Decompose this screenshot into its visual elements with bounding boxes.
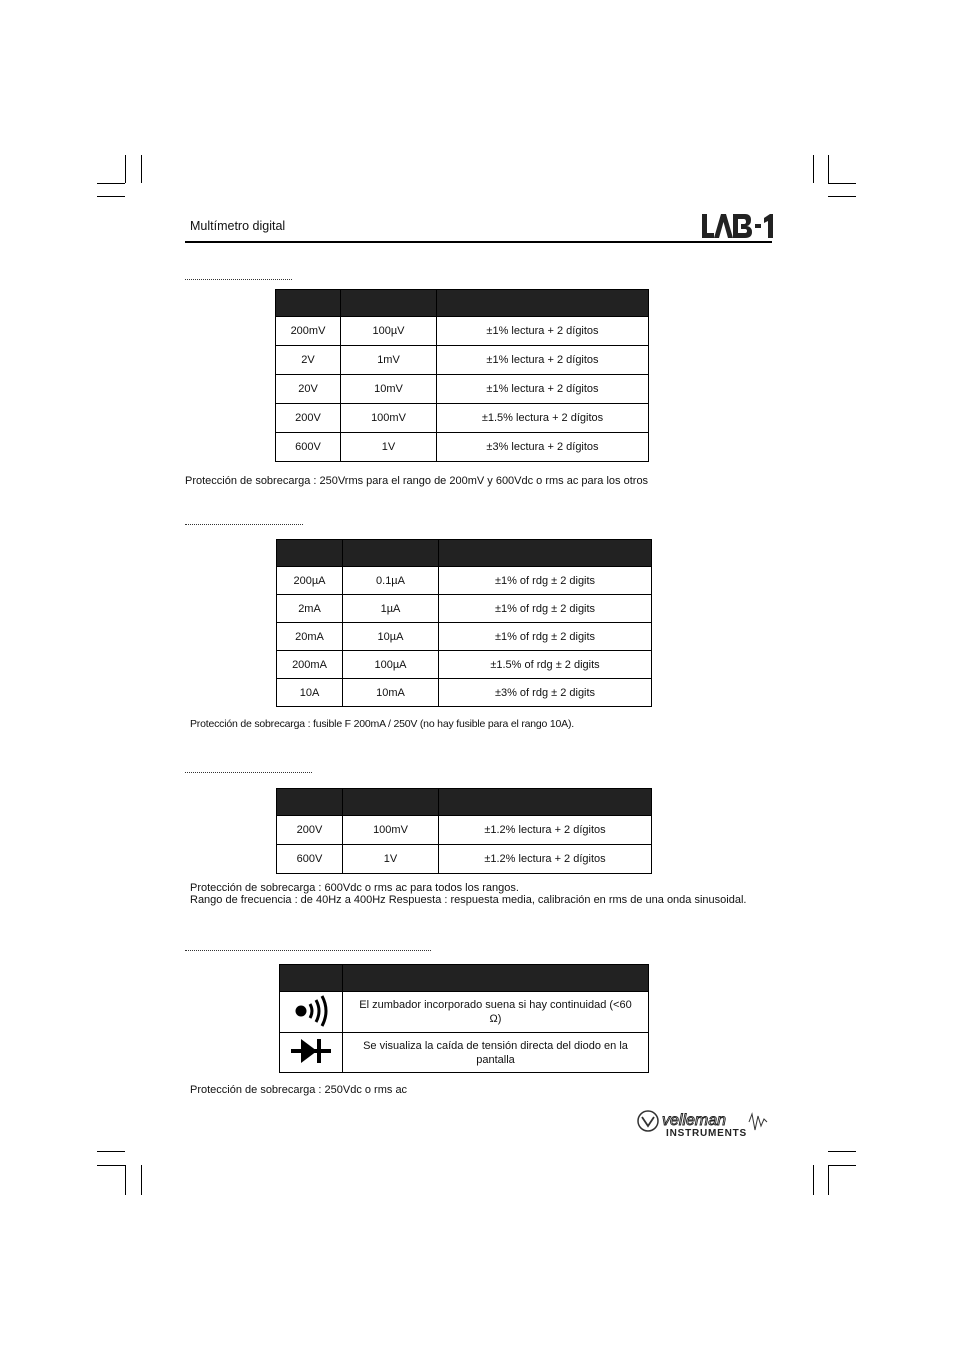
accuracy-cell: ±1.5% of rdg ± 2 digits (439, 651, 652, 679)
range-cell: 600V (276, 433, 341, 462)
table-header-row (280, 965, 649, 992)
column-header (437, 290, 649, 317)
section-heading-rule (185, 950, 431, 951)
accuracy-cell: ±1.2% lectura + 2 dígitos (439, 845, 652, 874)
resolution-cell: 10mA (343, 679, 439, 707)
table-row (276, 375, 649, 404)
resolution-cell: 0.1µA (343, 567, 439, 595)
column-header (343, 965, 649, 992)
section-heading-rule (185, 279, 292, 280)
resolution-cell: 100mV (341, 404, 437, 433)
resolution-cell: 1mV (341, 346, 437, 375)
resolution-cell: 10mV (341, 375, 437, 404)
accuracy-cell: ±1.5% lectura + 2 dígitos (437, 404, 649, 433)
buzzer-icon (280, 992, 343, 1033)
table-row (277, 595, 652, 623)
section-heading-rule (185, 524, 303, 525)
column-header (439, 540, 652, 567)
accuracy-cell: ±3% of rdg ± 2 digits (439, 679, 652, 707)
header-rule (185, 241, 772, 243)
table-header-row (277, 789, 652, 816)
resolution-cell: 100µA (343, 651, 439, 679)
table-row (276, 346, 649, 375)
table-row (277, 623, 652, 651)
resolution-cell: 1V (341, 433, 437, 462)
resolution-cell: 1V (343, 845, 439, 874)
column-header (277, 789, 343, 816)
range-cell: 200V (277, 816, 343, 845)
velleman-logo (636, 1108, 776, 1143)
range-cell: 10A (277, 679, 343, 707)
table-header-row (277, 540, 652, 567)
range-cell: 200mV (276, 317, 341, 346)
brand-name: velleman (662, 1112, 727, 1129)
column-header (341, 290, 437, 317)
ac-voltage-table (276, 788, 652, 874)
table-row (277, 816, 652, 845)
column-header (280, 965, 343, 992)
continuity-description: El zumbador incorporado suena si hay continuidad (<60 Ω) (343, 992, 649, 1033)
range-cell: 20V (276, 375, 341, 404)
overload-note: Protección de sobrecarga : 600Vdc o rms ac para todos los rangos. (190, 882, 519, 894)
page-title: Multímetro digital (190, 219, 286, 233)
column-header (343, 789, 439, 816)
accuracy-cell: ±1% of rdg ± 2 digits (439, 567, 652, 595)
range-cell: 600V (277, 845, 343, 874)
section-heading-rule (185, 772, 312, 773)
diode-icon (280, 1033, 343, 1073)
range-cell: 200mA (277, 651, 343, 679)
table-header-row (276, 290, 649, 317)
column-header (439, 789, 652, 816)
accuracy-cell: ±1% of rdg ± 2 digits (439, 623, 652, 651)
continuity-diode-table (279, 964, 649, 1073)
table-row (280, 1033, 649, 1073)
resolution-cell: 1µA (343, 595, 439, 623)
range-cell: 200V (276, 404, 341, 433)
range-cell: 2V (276, 346, 341, 375)
overload-note: Protección de sobrecarga : 250Vdc o rms ac (190, 1084, 408, 1096)
table-row (276, 433, 649, 462)
table-row (276, 404, 649, 433)
accuracy-cell: ±1% lectura + 2 dígitos (437, 317, 649, 346)
range-cell: 2mA (277, 595, 343, 623)
overload-note: Protección de sobrecarga : 250Vrms para el rango de 200mV y 600Vdc o rms ac para los otros (185, 475, 649, 487)
accuracy-cell: ±1.2% lectura + 2 dígitos (439, 816, 652, 845)
table-row (280, 992, 649, 1033)
resolution-cell: 100mV (343, 816, 439, 845)
accuracy-cell: ±3% lectura + 2 dígitos (437, 433, 649, 462)
diode-description: Se visualiza la caída de tensión directa del diodo en la pantalla (343, 1033, 649, 1073)
table-row (277, 679, 652, 707)
frequency-note: Rango de frecuencia : de 40Hz a 400Hz Respuesta : respuesta media, calibración en rms de una onda sinusoidal. (190, 894, 747, 906)
brand-sub: INSTRUMENTS (666, 1128, 748, 1138)
table-row (277, 567, 652, 595)
table-row (276, 317, 649, 346)
resolution-cell: 100µV (341, 317, 437, 346)
dc-voltage-table (275, 289, 649, 462)
table-row (277, 651, 652, 679)
accuracy-cell: ±1% lectura + 2 dígitos (437, 346, 649, 375)
range-cell: 200µA (277, 567, 343, 595)
range-cell: 20mA (277, 623, 343, 651)
resolution-cell: 10µA (343, 623, 439, 651)
dc-current-table (276, 539, 652, 707)
overload-note: Protección de sobrecarga : fusible F 200mA / 250V (no hay fusible para el rango 10A). (190, 718, 574, 730)
table-row (277, 845, 652, 874)
accuracy-cell: ±1% lectura + 2 dígitos (437, 375, 649, 404)
column-header (277, 540, 343, 567)
accuracy-cell: ±1% of rdg ± 2 digits (439, 595, 652, 623)
column-header (276, 290, 341, 317)
column-header (343, 540, 439, 567)
